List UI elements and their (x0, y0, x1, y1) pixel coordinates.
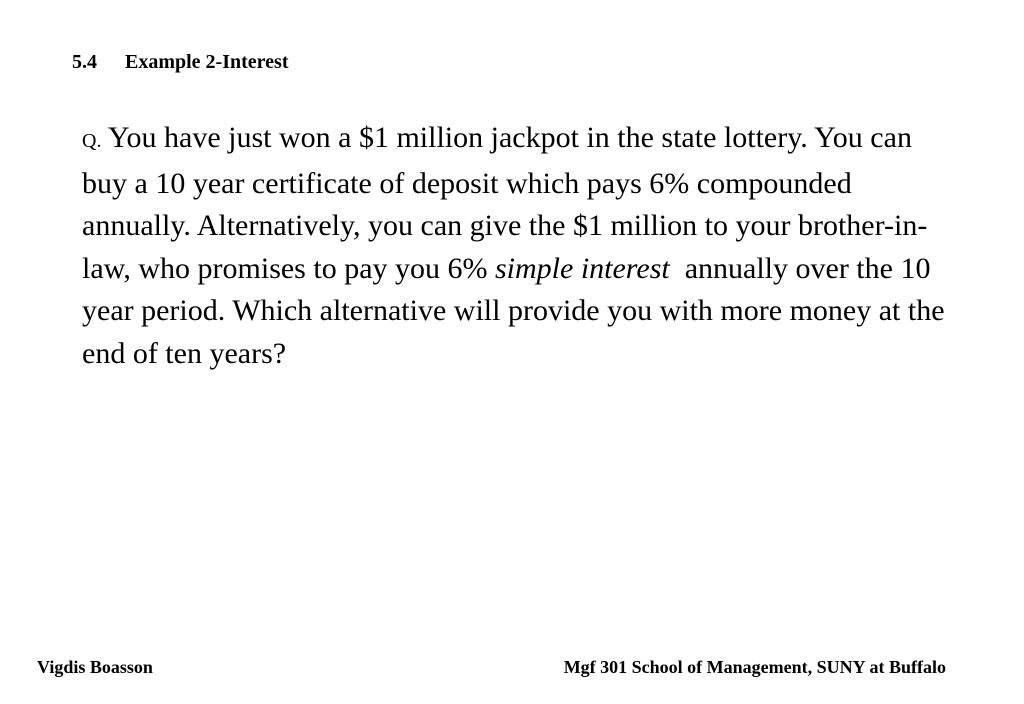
question-paragraph (82, 117, 962, 375)
question-text-part1: You have just won a $1 million jackpot in the state lottery. You can buy a 10 year certificate of deposit which pays 6% compounded annually. Alternatively, you can give the $1 million to your brother-in-law, who promises to pay you 6% (82, 121, 928, 285)
question-emphasis: simple interest (495, 251, 670, 285)
section-number: 5.4 (72, 51, 97, 73)
footer-author: Vigdis Boasson (37, 657, 153, 677)
slide-title: Example 2-Interest (125, 51, 289, 73)
question-text-part2: annually over the 10 year period. Which alternative will provide you with more money at the end of ten years? (82, 251, 945, 370)
slide-heading (72, 50, 289, 74)
footer-course: Mgf 301 School of Management, SUNY at Buffalo (563, 657, 946, 677)
question-marker: Q. (82, 130, 102, 152)
